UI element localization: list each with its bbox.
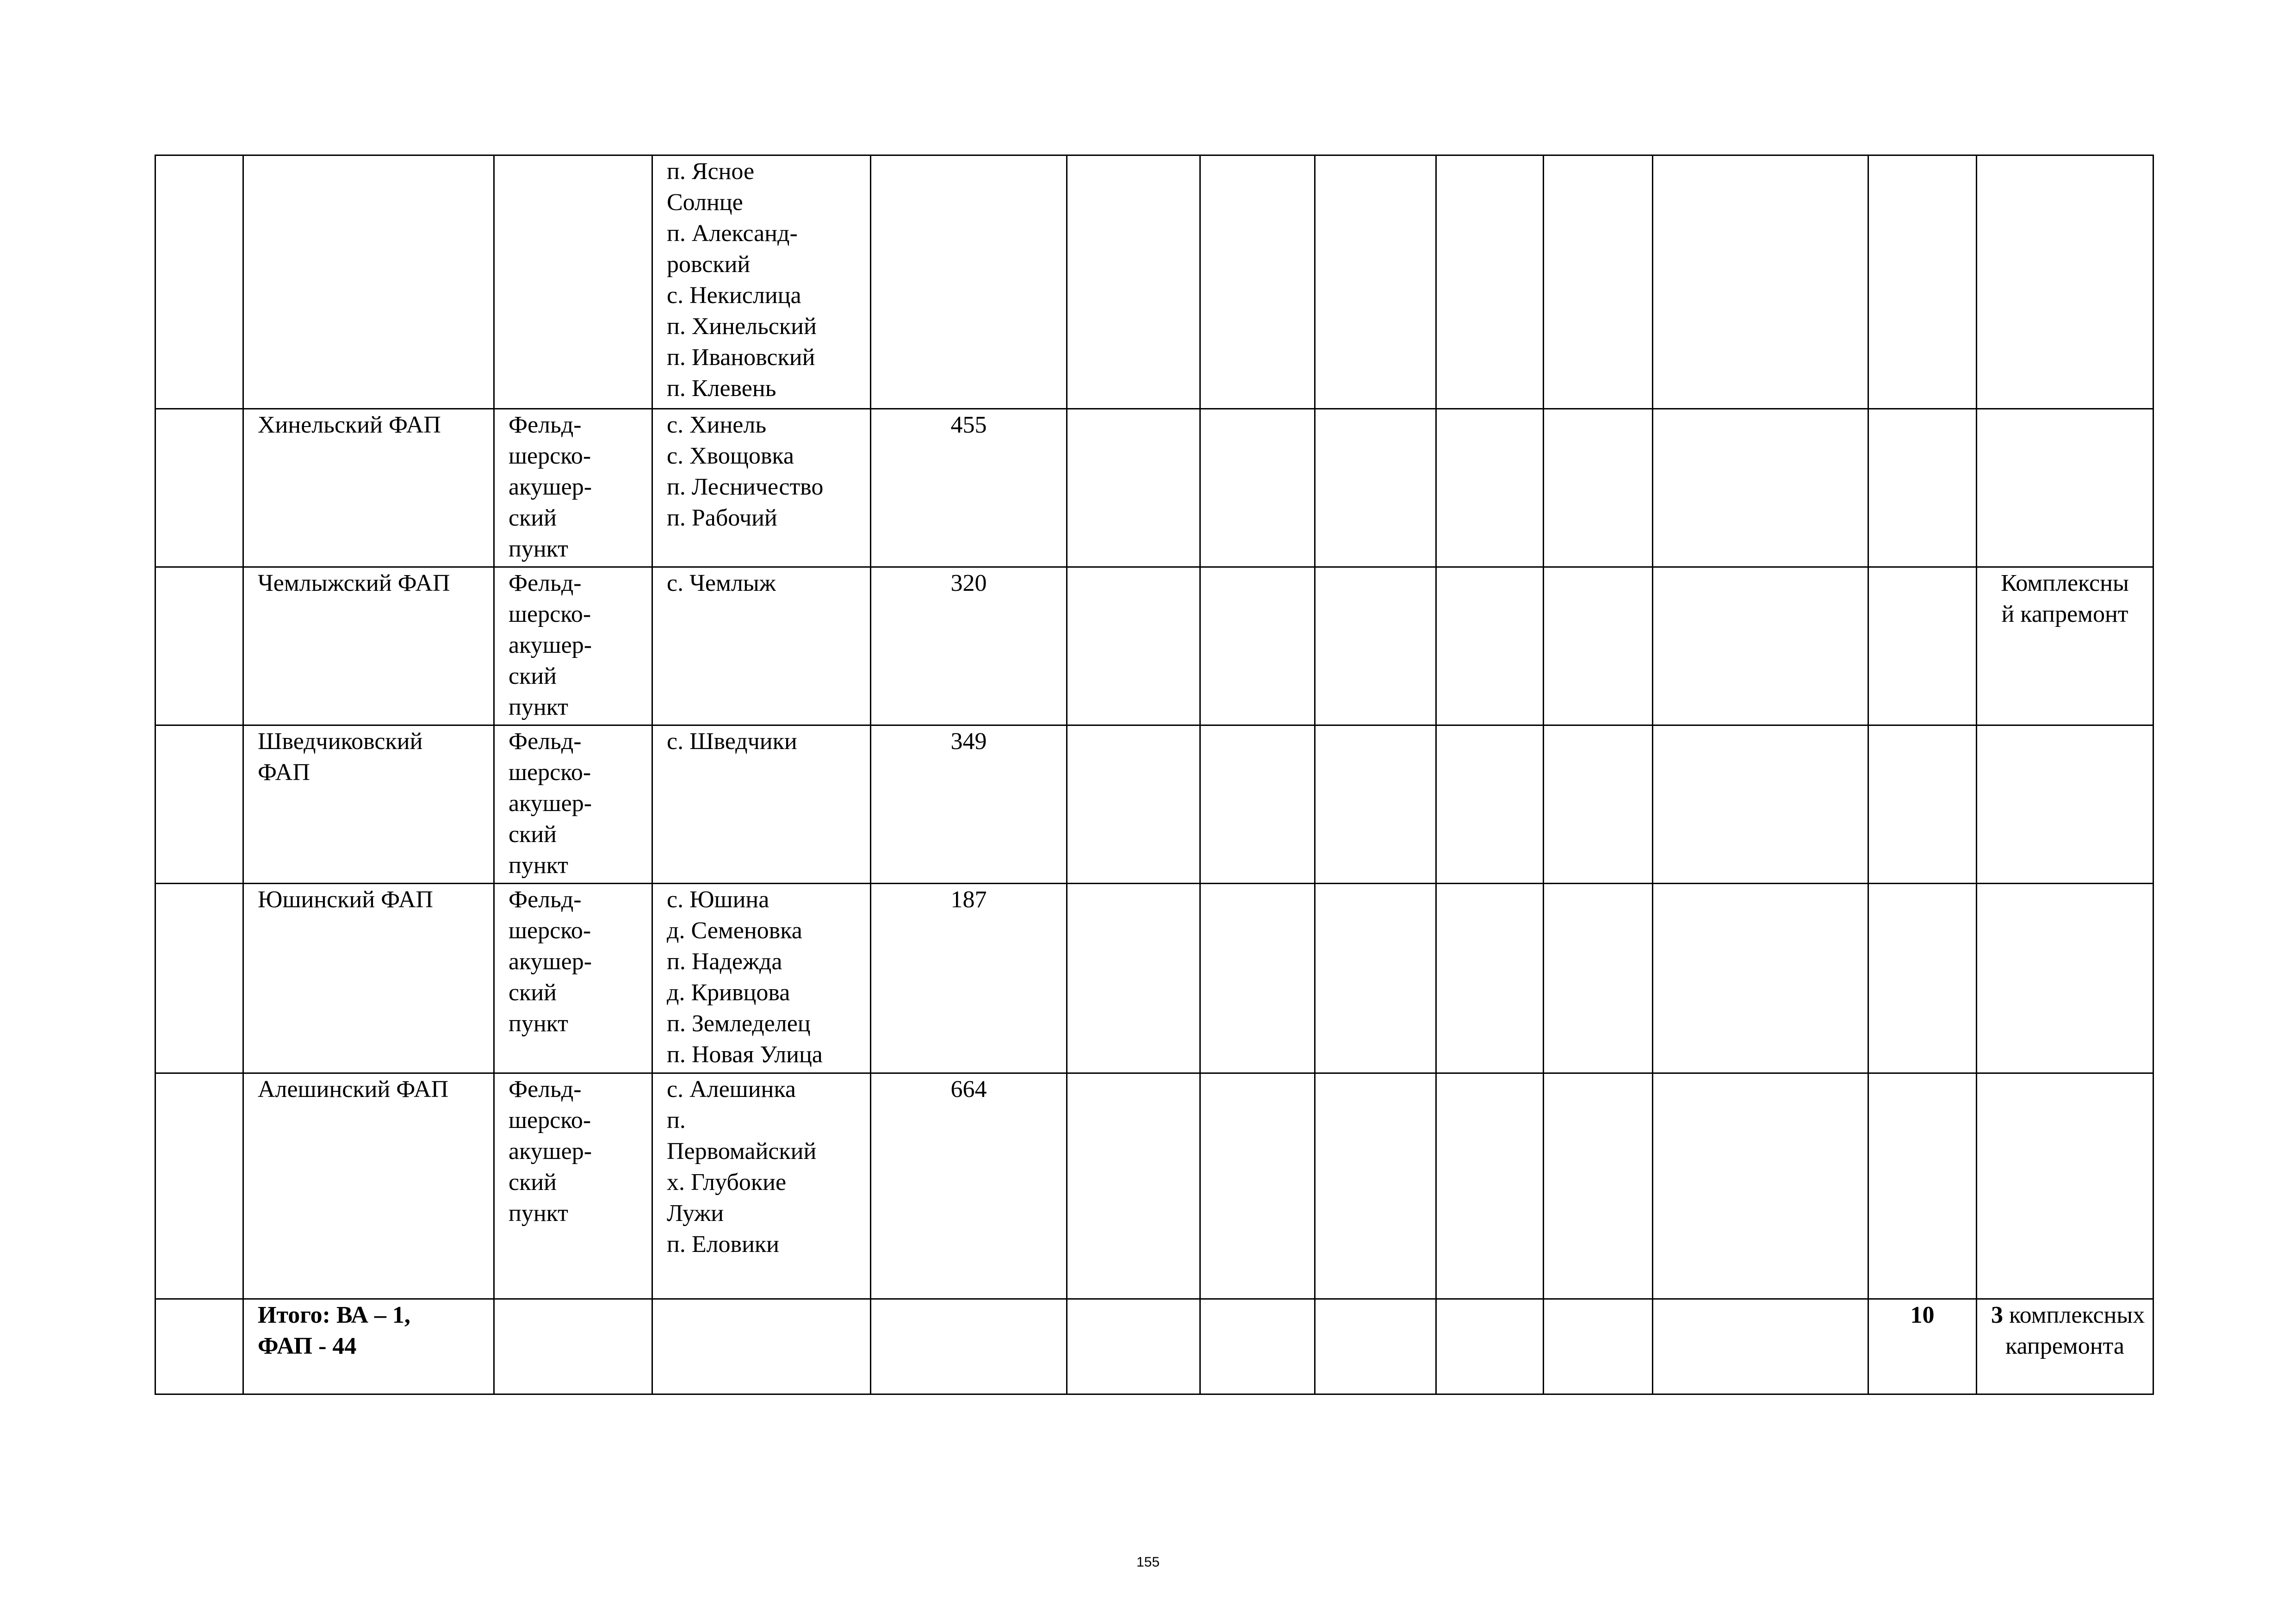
empty-cell xyxy=(1315,884,1436,1073)
empty-cell xyxy=(1544,409,1653,567)
empty-cell xyxy=(1544,155,1653,409)
facility-name: Алешинский ФАП xyxy=(243,1073,494,1299)
settlements-line: п. Еловики xyxy=(667,1231,780,1258)
empty-cell xyxy=(1315,567,1436,725)
empty-cell xyxy=(1067,409,1200,567)
empty-cell xyxy=(1544,1073,1653,1299)
settlements xyxy=(652,155,871,409)
total-note-line: капремонта xyxy=(2005,1333,2124,1359)
empty-cell xyxy=(1653,1299,1868,1394)
facility-type-line: пункт xyxy=(509,1010,568,1037)
settlements-line: п. Рабочий xyxy=(667,505,777,531)
settlements-line: п. Ясное xyxy=(667,158,755,185)
facility-type xyxy=(494,725,652,884)
empty-cell xyxy=(652,1299,871,1394)
number-cell xyxy=(155,155,243,409)
facility-type-line: Фельд- xyxy=(509,728,582,755)
settlements-line: с. Чемлыж xyxy=(667,570,776,596)
empty-cell xyxy=(1200,1299,1315,1394)
empty-cell xyxy=(1200,1073,1315,1299)
facility-type xyxy=(494,567,652,725)
empty-cell xyxy=(1544,884,1653,1073)
settlements-line: с. Хвощовка xyxy=(667,443,794,469)
settlements-line: д. Семеновка xyxy=(667,917,802,944)
empty-cell xyxy=(1315,1299,1436,1394)
facility-type-line: пункт xyxy=(509,536,568,562)
note-cell xyxy=(1977,155,2153,409)
settlements-line: Солнце xyxy=(667,189,743,216)
empty-cell xyxy=(1315,409,1436,567)
empty-cell xyxy=(1067,155,1200,409)
note-cell xyxy=(1977,409,2153,567)
facility-name: Хинельский ФАП xyxy=(243,409,494,567)
facility-type-line: ский xyxy=(509,505,557,531)
settlements xyxy=(652,1073,871,1299)
facility-type xyxy=(494,884,652,1073)
facility-type-line: пункт xyxy=(509,852,568,879)
settlements-line: х. Глубокие xyxy=(667,1169,787,1196)
empty-cell xyxy=(1868,155,1977,409)
facility-type xyxy=(494,409,652,567)
number-cell xyxy=(155,1073,243,1299)
facility-type-line: акушер- xyxy=(509,790,592,817)
settlements-line: п. Новая Улица xyxy=(667,1041,823,1068)
settlements xyxy=(652,409,871,567)
empty-cell xyxy=(1544,567,1653,725)
total-note-text: комплексных xyxy=(2003,1302,2145,1328)
settlements-line: п. Ивановский xyxy=(667,344,815,371)
facility-type-line: акушер- xyxy=(509,632,592,658)
population: 455 xyxy=(871,409,1067,567)
number-cell xyxy=(155,1299,243,1394)
empty-cell xyxy=(1868,1073,1977,1299)
population: 187 xyxy=(871,884,1067,1073)
empty-cell xyxy=(1200,409,1315,567)
empty-cell xyxy=(1315,725,1436,884)
facility-type-line: Фельд- xyxy=(509,570,582,596)
facility-type-line: пункт xyxy=(509,1200,568,1227)
empty-cell xyxy=(1200,725,1315,884)
empty-cell xyxy=(1653,409,1868,567)
empty-cell xyxy=(1544,725,1653,884)
facility-type-line: ский xyxy=(509,979,557,1006)
empty-cell xyxy=(1315,1073,1436,1299)
empty-cell xyxy=(1868,884,1977,1073)
total-label-line: ФАП - 44 xyxy=(258,1333,357,1359)
facility-type-line: ский xyxy=(509,821,557,848)
table-row xyxy=(155,1073,2153,1299)
empty-cell xyxy=(1653,884,1868,1073)
page-number: 155 xyxy=(1136,1555,1160,1570)
empty-cell xyxy=(1544,1299,1653,1394)
empty-cell xyxy=(1436,1299,1544,1394)
empty-cell xyxy=(1653,155,1868,409)
settlements-line: п. xyxy=(667,1107,686,1134)
empty-cell xyxy=(1200,884,1315,1073)
empty-cell xyxy=(494,1299,652,1394)
settlements-line: ровский xyxy=(667,251,751,278)
population: 664 xyxy=(871,1073,1067,1299)
table-row xyxy=(155,409,2153,567)
empty-cell xyxy=(1436,155,1544,409)
empty-cell xyxy=(1067,1073,1200,1299)
note-cell xyxy=(1977,884,2153,1073)
facility-type-line: акушер- xyxy=(509,474,592,500)
facility-type-line: Фельд- xyxy=(509,886,582,913)
number-cell xyxy=(155,567,243,725)
facility-type-line: шерско- xyxy=(509,759,591,786)
empty-cell xyxy=(1653,1073,1868,1299)
empty-cell xyxy=(1200,567,1315,725)
total-note-line xyxy=(1991,1300,2145,1331)
empty-cell xyxy=(1436,884,1544,1073)
total-note xyxy=(1977,1299,2153,1394)
empty-cell xyxy=(1868,725,1977,884)
empty-cell xyxy=(1653,725,1868,884)
facility-type-line: акушер- xyxy=(509,1138,592,1165)
settlements xyxy=(652,725,871,884)
empty-cell xyxy=(1067,884,1200,1073)
empty-cell xyxy=(1200,155,1315,409)
settlements-line: с. Алешинка xyxy=(667,1076,796,1103)
facility-name: Шведчиковский ФАП xyxy=(243,725,494,884)
note-cell xyxy=(1977,725,2153,884)
empty-cell xyxy=(1067,725,1200,884)
population: 320 xyxy=(871,567,1067,725)
empty-cell xyxy=(1436,409,1544,567)
empty-cell xyxy=(1067,567,1200,725)
total-label-line: Итого: ВА – 1, xyxy=(258,1302,410,1328)
settlements-line: п. Земледелец xyxy=(667,1010,811,1037)
population xyxy=(871,155,1067,409)
number-cell xyxy=(155,884,243,1073)
facility-type xyxy=(494,1073,652,1299)
settlements-line: п. Клевень xyxy=(667,375,776,402)
table-row xyxy=(155,155,2153,409)
settlements-line: п. Лесничество xyxy=(667,474,824,500)
table-body xyxy=(155,155,2153,1394)
facility-name xyxy=(243,155,494,409)
facility-type-line: шерско- xyxy=(509,1107,591,1134)
total-label xyxy=(243,1299,494,1394)
facility-type-line: Фельд- xyxy=(509,412,582,438)
table-row xyxy=(155,567,2153,725)
facility-type-line: шерско- xyxy=(509,917,591,944)
table-row xyxy=(155,884,2153,1073)
empty-cell xyxy=(1436,725,1544,884)
empty-cell xyxy=(871,1299,1067,1394)
empty-cell xyxy=(1436,1073,1544,1299)
facility-type-line: ский xyxy=(509,663,557,689)
empty-cell xyxy=(1067,1299,1200,1394)
settlements-line: Первомайский xyxy=(667,1138,817,1165)
settlements-line: п. Хинельский xyxy=(667,313,817,340)
facility-type-line: шерско- xyxy=(509,443,591,469)
facility-name: Чемлыжский ФАП xyxy=(243,567,494,725)
settlements-line: д. Кривцова xyxy=(667,979,790,1006)
settlements-line: п. Надежда xyxy=(667,948,782,975)
settlements xyxy=(652,567,871,725)
empty-cell xyxy=(1315,155,1436,409)
facility-name: Юшинский ФАП xyxy=(243,884,494,1073)
empty-cell xyxy=(1868,567,1977,725)
facility-type-line: шерско- xyxy=(509,601,591,627)
settlements xyxy=(652,884,871,1073)
population: 349 xyxy=(871,725,1067,884)
note-cell xyxy=(1977,567,2153,725)
total-row xyxy=(155,1299,2153,1394)
note-cell xyxy=(1977,1073,2153,1299)
settlements-line: Лужи xyxy=(667,1200,724,1227)
note-cell-line: й капремонт xyxy=(2001,601,2128,627)
facility-type-line: пункт xyxy=(509,694,568,720)
number-cell xyxy=(155,725,243,884)
note-cell-line: Комплексны xyxy=(2001,570,2129,596)
empty-cell xyxy=(1868,409,1977,567)
settlements-line: п. Александ- xyxy=(667,220,798,247)
table-row xyxy=(155,725,2153,884)
facility-type-line: ский xyxy=(509,1169,557,1196)
settlements-line: с. Шведчики xyxy=(667,728,797,755)
total-note-count: 3 xyxy=(1991,1302,2003,1328)
facility-type-line: Фельд- xyxy=(509,1076,582,1103)
empty-cell xyxy=(1436,567,1544,725)
total-count: 10 xyxy=(1868,1299,1977,1394)
number-cell xyxy=(155,409,243,567)
facilities-table xyxy=(155,155,2154,1395)
settlements-line: с. Хинель xyxy=(667,412,767,438)
empty-cell xyxy=(1653,567,1868,725)
settlements-line: с. Некислица xyxy=(667,282,801,309)
facility-type xyxy=(494,155,652,409)
settlements-line: с. Юшина xyxy=(667,886,769,913)
facility-type-line: акушер- xyxy=(509,948,592,975)
